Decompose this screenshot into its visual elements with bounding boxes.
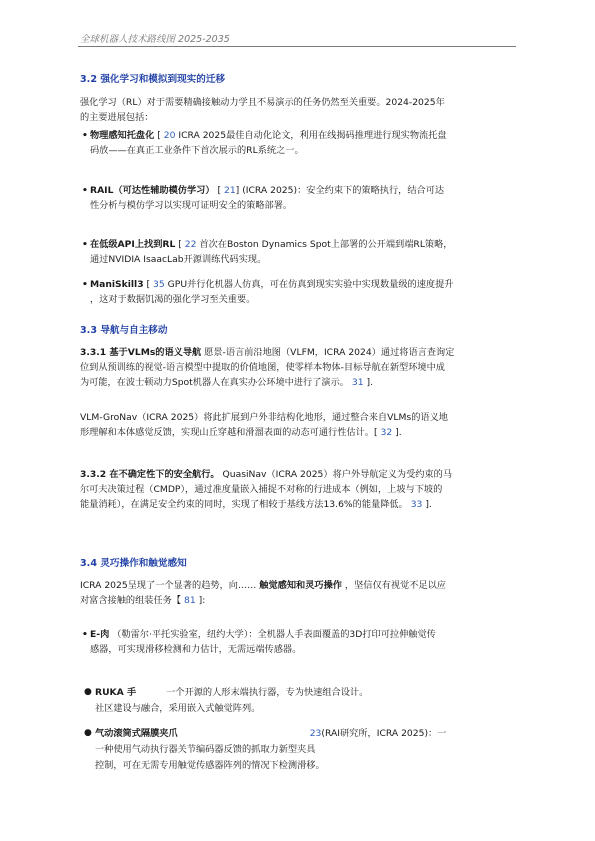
section-3-4-intro: ICRA 2025呈现了一个显著的趋势，向…… 触觉感知和灵巧操作 ，坚信仅有视觉不足以应 对富含接触的组装任务【 81 ]: [80, 580, 446, 606]
citation-ref[interactable]: 31 [351, 377, 364, 388]
list-item-low-level-api-rl: • 在低级API上找到RL [ 22 首次在Boston Dynamics Spot上部署的公开端到端RL策略， 通过NVIDIA IsaacLab开源训练代码实现。 [82, 239, 453, 265]
citation-ref[interactable]: 20 [163, 130, 176, 141]
list-item-maniskill3: • ManiSkill3 [ 35 GPU并行化机器人仿真，可在仿真到现实实验中实现数量级的速度提升 ，这对于数据饥渴的强化学习至关重要。 [82, 279, 454, 305]
citation-ref[interactable]: 33 [410, 499, 423, 510]
bullet-dot: • [82, 185, 88, 196]
header-rule [78, 46, 516, 47]
citation-ref[interactable]: 81 [183, 595, 196, 606]
citation-ref[interactable]: 23 [309, 728, 322, 739]
citation-ref[interactable]: 22 [184, 239, 197, 250]
bullet-dot: • [82, 629, 88, 640]
citation-ref[interactable]: 35 [153, 279, 165, 290]
list-item-pneumatic-gripper: 气动滚筒式隔膜夹爪 23(RAI研究所，ICRA 2025)：一 一种使用气动执行器关节编码器反馈的抓取力新型夹具 控制，可在无需专用触觉传感器阵列的情况下检测滑移。 [95, 728, 447, 771]
section-3-4-title: 3.4 灵巧操作和触觉感知 [80, 558, 187, 569]
citation-ref[interactable]: 21 [223, 185, 236, 196]
list-item-physics-palletizing: • 物理感知托盘化 [ 20 ICRA 2025最佳自动化论文，利用在线揭码推理进行现实物流托盘 码放——在真正工业条件下首次展示的RL系统之一。 [82, 130, 447, 156]
paragraph-vlm-gronav: VLM-GroNav（ICRA 2025）将此扩展到户外非结构化地形，通过整合来自VLMs的语义地 形理解和本体感觉反馈，实现山丘穿越和滑溜表面的动态可通行性估计。[ 32 ]. [80, 412, 448, 438]
section-3-2-intro [80, 95, 520, 125]
bullet-dot: • [82, 130, 88, 141]
intro-line-2: 的主要进展包括： [80, 112, 154, 123]
subsection-3-3-1-title: 3.3.1 基于VLMs的语义导航 [80, 347, 202, 358]
paragraph-semantic-navigation: 3.3.1 基于VLMs的语义导航 愿景-语言前沿地图（VLFM，ICRA 2024）通过将语言查询定 位到从预训练的视觉-语言模型中提取的价值地图，使零样本物体-目标导航在新型环境中成 为可能，在波士顿动力Spot机器人在真实办公环境中进行了演示。 31 ]. [80, 347, 455, 388]
citation-ref[interactable]: 32 [380, 427, 393, 438]
running-header: 全球机器人技术路线图 2025-2035 [80, 34, 230, 45]
list-item-e-skin: • E-肉 （勒雷尔·平托实验室，纽约大学）：全机器人手表面覆盖的3D打印可拉伸触觉传 感器，可实现滑移检测和力估计，无需远端传感器。 [82, 629, 436, 655]
section-3-3-title: 3.3 导航与自主移动 [80, 325, 168, 336]
section-3-2-title: 3.2 强化学习和模拟到现实的迁移 [80, 74, 226, 85]
bullet-dot: • [82, 279, 88, 290]
bullet-dot: ● [84, 687, 92, 697]
list-item-rail: • RAIL（可达性辅助模仿学习） [ 21] (ICRA 2025)：安全约束下的策略执行，结合可达 性分析与模仿学习以实现可证明安全的策略部署。 [82, 185, 445, 211]
bullet-dot: • [82, 239, 88, 250]
paragraph-quasinav: 3.3.2 在不确定性下的安全航行。 QuasiNav（ICRA 2025）将户外导航定义为受约束的马 尔可夫决策过程（CMDP），通过准度量嵌入捕捉不对称的行进成本（例如，上坡与下坡的 能量消耗），在满足安全约束的同时，实现了相较于基线方法13.6%的能量降低。 33 ]. [80, 469, 453, 510]
subsection-3-3-2-title: 3.3.2 在不确定性下的安全航行。 [80, 469, 220, 480]
list-item-ruka-hand: RUKA 手 一个开源的人形末端执行器，专为快速组合设计。 社区建设与融合，采用嵌入式触觉阵列。 [95, 687, 369, 714]
bullet-dot: ● [84, 728, 92, 738]
intro-line-1: 强化学习（RL）对于需要精确接触动力学且不易演示的任务仍然至关重要。2024-2025年 [80, 97, 445, 108]
